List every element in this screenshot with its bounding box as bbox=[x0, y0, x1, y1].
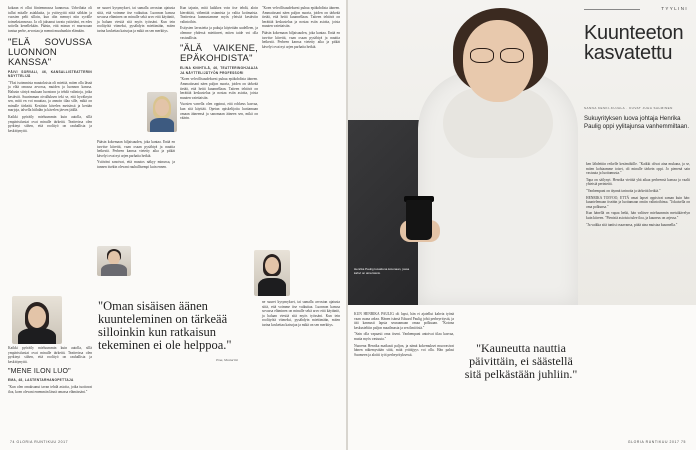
section-byline: ELINA KNIHTILÄ, 46, TEATTERINOHJAAJA JA NÄYTTELIJÄTYÖN PROFESSORI bbox=[180, 66, 258, 75]
pull-quote-text: "Oman sisäisen äänen kuunteleminen on tärkeää silloinkin kun ratkaisun tekeminen ei ole helppoa." bbox=[98, 299, 232, 352]
section-byline: PÄIVI SORVALI, 46, KANSALLISTEATTERIN NÄYTTELIJÄ bbox=[8, 69, 92, 79]
body-paragraph: "Koen velvollisuudekseni puhua epäkohdista ääneen. Ammatissani näen paljon nuoria, joiden on tärkeää tietää, että heitä kuunnellaan. Taiteen tehtävä on herättää keskustelua ja nostaa esiin asioita, joista muuten vaiettaisiin. bbox=[180, 77, 258, 100]
left-column-4-lower bbox=[262, 300, 340, 330]
page-footer: 74 GLORIA RUNTIKUU 2017 bbox=[10, 440, 69, 444]
body-paragraph: Kun tajusin, mitä kaikkea voin itse tehdä, aloin kierrättää, vähentää ostamista ja valita kotimaista. Teatterissa kannustamme myös yleisöä kestäviin valintoihin. bbox=[180, 6, 258, 24]
article-title: Kuunteeton kasvatettu bbox=[584, 22, 684, 64]
body-paragraph: Esitysten lavasteita ja pukuja käytetään uudelleen, ja olemme yhdessä miettineet, miten taide voi olla vastuullista. bbox=[180, 26, 258, 40]
pull-quote bbox=[98, 300, 238, 367]
section-heading: "ÄLÄ VAIKENE, EPÄKOHDISTA" bbox=[180, 43, 258, 65]
body-paragraph: "Koen velvollisuudekseni puhua epäkohdista ääneen. Ammatissani näen paljon nuoria, joiden on tärkeää tietää, että heitä kuunnellaan. Taiteen tehtävä on herättää keskustelua ja nostaa esiin asioita, joista muuten vaiettaisiin. bbox=[262, 6, 340, 29]
section-heading: "MENE ILON LUO" bbox=[8, 368, 71, 376]
left-page bbox=[0, 0, 346, 450]
article-byline: SANNA KESKI-KUJALA · KUVAT JUHA SALMINEN bbox=[584, 106, 673, 110]
body-paragraph: kokaan ei ollut fiiniemmassa kunnossa. Urheilutta oli tullut mitalle asiakkaita, ja ystävyyttä niitä sähkön ja vuosien pelit silloin, kun olin mennyt niin syvälle toimeksiannossa. Ja oli jaksanut tavata ystäviäni, en edes soitella kenellekään. Pääsin, että minun ei murrsoaan tuntua perhe, arvostaa ja mennä muuhunkin elämään. bbox=[8, 6, 92, 33]
page-footer: GLORIA RUNTIKUU 2017 75 bbox=[627, 440, 686, 444]
section-byline: EMA, 48, LASTENTARHANOPETTAJA bbox=[8, 378, 74, 383]
body-paragraph: Kun hänellä on vapaa hetki, hän valitsee mieluummin metsäkävelyn kuin kiireen. "Pienistä asioista tulee iloa, ja kauneus on arjessa." bbox=[586, 211, 690, 220]
body-paragraph: "Yksi isoimmista muutoksista oli miettiä, miten olla läsnä ja elää omassa arvossa, muiden ja luonnon kanssa. Halusin siirtyä mukaan luontoon ja tehdä valintoja, jotka kestävät. Suurimman oivalluksen teki se, että hyväksyin sen, mitä en voi muuttaa, ja annoin tilaa sille, mikä on minulle tärkeää. Kesäisin kävelen metsässä ja kerään marjoja, talvella hiihdän ja kävelen järven jäällä. bbox=[8, 80, 92, 113]
left-bottom-section bbox=[8, 346, 92, 396]
right-column-3 bbox=[586, 162, 690, 229]
right-column-1 bbox=[354, 312, 454, 359]
body-paragraph: "Vanhempani on täynnä tarinoita ja tärkeitä hetkiä." bbox=[586, 188, 661, 193]
body-paragraph: Tapa on säilynyt. Henrika viettää yhä aikaa perheensä kanssa ja vaalii yhteisiä perinteitä. bbox=[586, 177, 690, 187]
body-paragraph: HENRIKA TOIVOO, ETTÄ omat lapset oppisivat saman kuin hän: kuuntelemaan itseään ja luottamaan omiin valintoihinsa. "Jokaisella on oma polkunsa." bbox=[586, 195, 690, 209]
body-paragraph: Pääsin kokemaan hiljaisuuden, joka kantaa. Enää en tarvitse kiirettä, vaan osaan pysähtyä ja nauttia hetkestä. Perheen kanssa vietetty aika ja pitkät kävelyt ovat nyt arjen parhaita hetkiä. bbox=[262, 30, 340, 49]
left-column-4 bbox=[262, 6, 340, 51]
portrait-photo bbox=[254, 250, 290, 296]
portrait-photo bbox=[147, 92, 177, 132]
section-heading: "ELÄ SOVUSSA LUONNON KANSSA" bbox=[8, 36, 92, 68]
body-paragraph: Pääsin kokemaan hiljaisuuden, joka kantaa. Enää en tarvitse kiirettä, vaan osaan pysähtyä ja nauttia hetkestä. Perheen kanssa vietetty aika ja pitkät kävelyt ovat nyt arjen parhaita hetkiä. bbox=[97, 140, 175, 158]
left-column-3 bbox=[180, 6, 258, 123]
body-paragraph: Nuorena Henrika matkusti paljon, ja nämä kokemukset muovasivat hänen näkemystään siitä, mitä yrittäjyys voi olla. Hän palasi Suomeen ja aloitti työt perheyrityksessä. bbox=[354, 343, 454, 357]
body-paragraph: ne suuret kysymykset, tai samalla arvostan ajatusta siitä, että voimme itse vaikuttaa. Luonnon kanssa sovussa eläminen on minulle sekä arvo että käytäntö, ja haluan viestiä sitä myös työssäni. Kun tein roolityötä viimeksi, pysähdyin miettimään, miten tarina koskettaa katsojaa ja mikä on sen merkitys. bbox=[97, 6, 175, 33]
body-paragraph: Kaikki pyöräily mieluummin kuin autolla, sillä ympäristöasiat ovat minulle tärkeitä. Teatterissa olen pyrkinyt siihen, että roolityö on rauhallista ja keskittynyttä. bbox=[8, 114, 92, 133]
section-kicker: TYYLINI bbox=[661, 6, 688, 11]
body-paragraph: ne suuret kysymykset, tai samalla arvostan ajatusta siitä, että voimme itse vaikuttaa. Luonnon kanssa sovussa eläminen on minulle sekä arvo että käytäntö, ja haluan viestiä sitä myös työssäni. Kun tein roolityötä viimeksi, pysähdyin miettimään, miten tarina koskettaa katsojaa ja mikä on sen merkitys. bbox=[262, 300, 340, 327]
body-paragraph: "Kun olen omaksunut tavan tehdä asioita, jotka tuottavat iloa, koen olevani enemmän läsnä omassa elämässäni." bbox=[8, 384, 92, 394]
left-column-2-lower bbox=[97, 140, 175, 172]
article-lead: Sukuyrityksen luova johtaja Henrika Paulig oppi yylitajunsa vanhemmiltaan. bbox=[584, 115, 690, 130]
pull-quote-attribution: Ema, Mostaritsi bbox=[216, 358, 238, 362]
photo-caption: Henrika Paulig kuvattuna kotonaan, jossa kahvi on aina läsnä. bbox=[354, 267, 410, 275]
right-page bbox=[348, 0, 696, 450]
pull-quote: "Kauneutta nauttia päivittäin, ei säästellä sitä pelkästään juhliin." bbox=[464, 341, 578, 381]
body-paragraph: ken lähdettiin retkelle kesämökille. "Kaikki olivat aina mukana, ja se, miten kohtaamme toiset, oli minulle tärkein oppi. Jo pienenä sain vastuuta ja luottamusta." bbox=[586, 162, 690, 176]
left-column-1 bbox=[8, 6, 92, 135]
coffee-cup-icon bbox=[406, 200, 432, 240]
kicker-line bbox=[584, 9, 640, 10]
body-paragraph: KUN HENRIKA PAULIG oli lapsi, hän ei ajatellut kahvia työnä vaan osana arkea. Hänen isänsä Eduard Paulig johti perheyritystä, ja äiti kannusti lapsia seuraamaan omaa polkuaan. "Kotona keskusteltiin paljon maailmasta ja sen ilmiöistä." bbox=[354, 312, 454, 330]
portrait-photo bbox=[12, 296, 62, 344]
body-paragraph: Kaikki pyöräily mieluummin kuin autolla, sillä ympäristöasiat ovat minulle tärkeitä. Teatterissa olen pyrkinyt siihen, että roolityö on rauhallista ja keskittynyttä. bbox=[8, 346, 92, 364]
body-paragraph: "Ja vaikka sitä tuntisi osaavansa, pitää aina muistaa kuunnella." bbox=[586, 222, 678, 227]
body-paragraph: "Sain olla vapaasti oma itseni. Vanhempani antoivat tilaa kasvaa, mutta myös vastuuta." bbox=[354, 332, 454, 341]
left-column-2 bbox=[97, 6, 175, 36]
portrait-photo bbox=[97, 246, 131, 276]
body-paragraph: Ystäväni sanoivat, että muutos näkyy minussa, ja tunnen itsekin olevani rauhallisempi kuin ennen. bbox=[97, 160, 175, 169]
body-paragraph: Vuosien varrella olen oppinut, että rohkeus kasvaa, kun sitä käyttää. Opetan opiskelijoita luottamaan omaan ääneensä ja sanomaan ääneen sen, mikä on väärin. bbox=[180, 102, 258, 121]
